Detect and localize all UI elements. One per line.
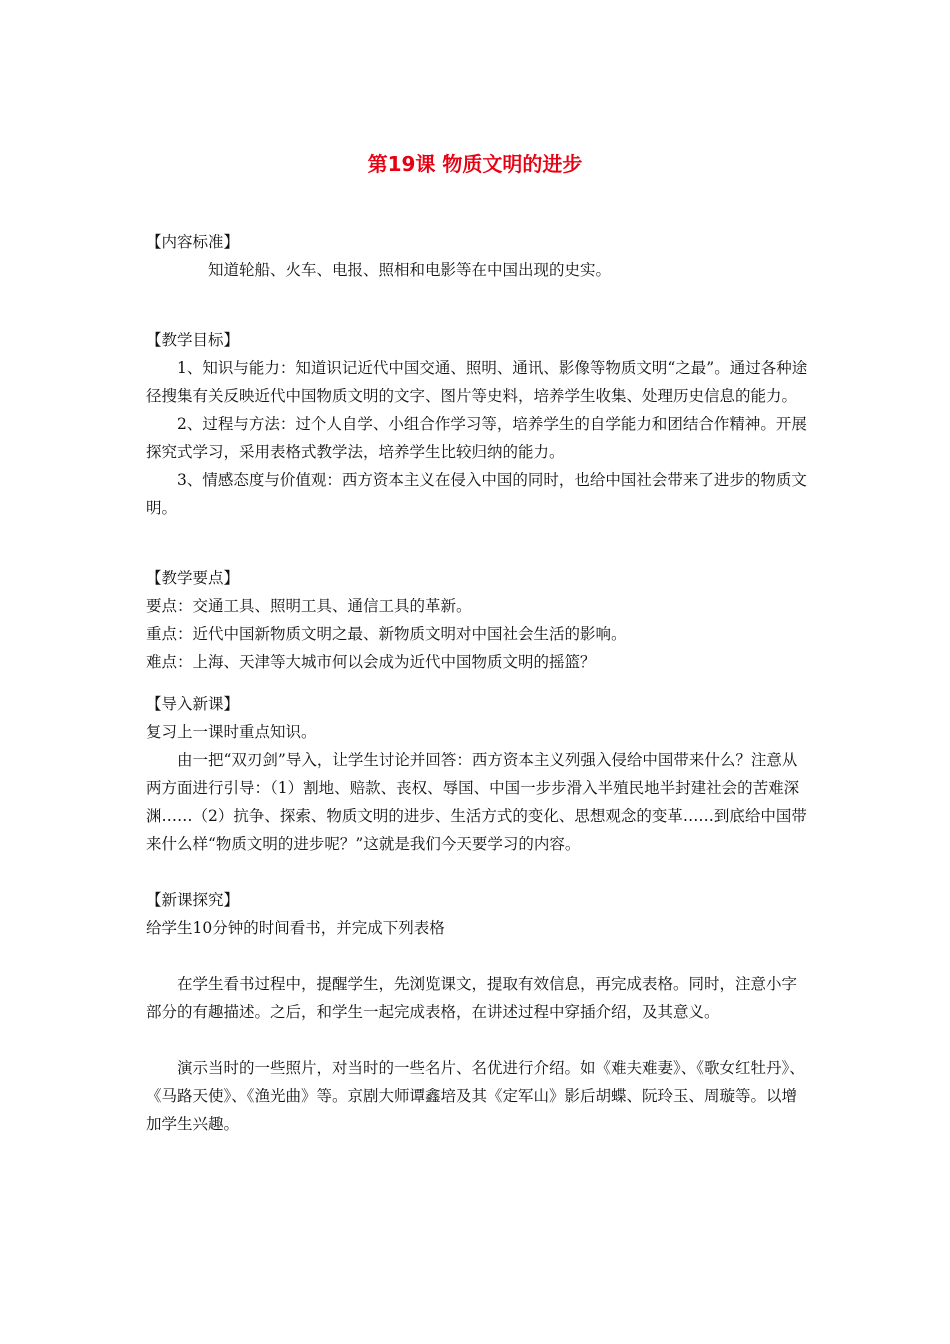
- key-point-focus: 重点：近代中国新物质文明之最、新物质文明对中国社会生活的影响。: [146, 625, 627, 643]
- heading-standard: 【内容标准】: [146, 233, 240, 251]
- lesson-title: 第19课 物质文明的进步: [367, 152, 583, 176]
- heading-explore: 【新课探究】: [146, 891, 240, 909]
- standard-text: 知道轮船、火车、电报、照相和电影等在中国出现的史实。: [208, 261, 612, 279]
- explore-line: 给学生10分钟的时间看书，并完成下列表格: [146, 919, 445, 937]
- explore-paragraph-1: 在学生看书过程中，提醒学生，先浏览课文，提取有效信息，再完成表格。同时，注意小字部分的有趣描述。之后，和学生一起完成表格，在讲述过程中穿插介绍，及其意义。: [146, 975, 798, 1021]
- goal-item-3: 3、情感态度与价值观：西方资本主义在侵入中国的同时，也给中国社会带来了进步的物质文明。: [146, 471, 807, 517]
- key-point-difficulty: 难点：上海、天津等大城市何以会成为近代中国物质文明的摇篮？: [146, 653, 596, 671]
- heading-intro: 【导入新课】: [146, 695, 240, 713]
- heading-key-points: 【教学要点】: [146, 569, 240, 587]
- goal-item-1: 1、知识与能力：知道识记近代中国交通、照明、通讯、影像等物质文明“之最”。通过各种途径搜集有关反映近代中国物质文明的文字、图片等史料，培养学生收集、处理历史信息的能力。: [146, 359, 808, 405]
- intro-review: 复习上一课时重点知识。: [146, 723, 317, 741]
- goal-item-2: 2、过程与方法：过个人自学、小组合作学习等，培养学生的自学能力和团结合作精神。开展探究式学习，采用表格式教学法，培养学生比较归纳的能力。: [146, 415, 807, 461]
- explore-paragraph-2: 演示当时的一些照片，对当时的一些名片、名优进行介绍。如《难夫难妻》、《歌女红牡丹》、《马路天使》、《渔光曲》等。京剧大师谭鑫培及其《定军山》影后胡蝶、阮玲玉、周璇等。以增加学生兴趣。: [146, 1059, 805, 1133]
- intro-paragraph: 由一把“双刃剑”导入，让学生讨论并回答：西方资本主义列强入侵给中国带来什么？注意从两方面进行引导：（1）割地、赔款、丧权、辱国、中国一步步滑入半殖民地半封建社会的苦难深渊……（2）抗争、探索、物质文明的进步、生活方式的变化、思想观念的变革……到底给中国带来什么样“物质文明的进步呢？”这就是我们今天要学习的内容。: [146, 751, 807, 853]
- document-body: [146, 228, 812, 1138]
- heading-goals: 【教学目标】: [146, 331, 240, 349]
- key-point-main: 要点：交通工具、照明工具、通信工具的革新。: [146, 597, 472, 615]
